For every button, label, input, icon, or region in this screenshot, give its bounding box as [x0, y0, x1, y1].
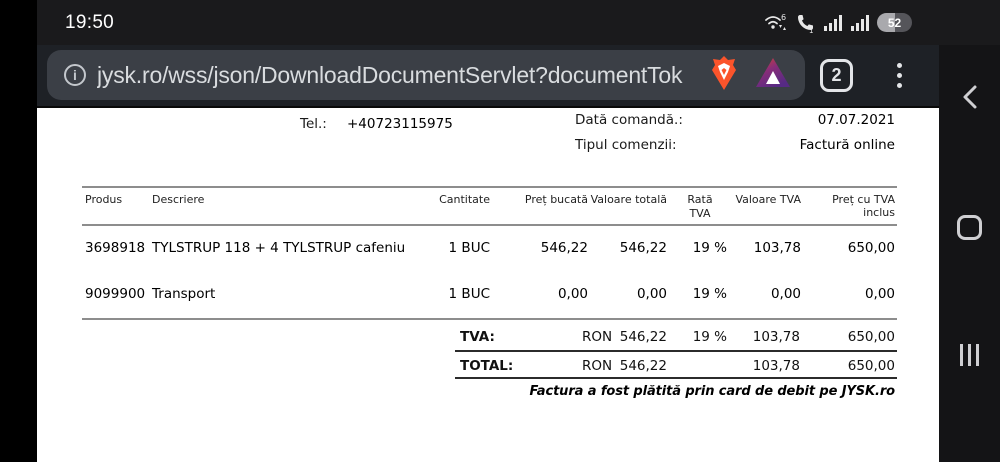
col-header: Valoare totală: [590, 193, 667, 206]
tva-rate: 19 %: [692, 329, 727, 345]
table-row: [82, 225, 897, 270]
cell-valoare: 0,00: [636, 286, 667, 302]
col-header: Valoare TVA: [735, 193, 801, 206]
col-header: Preț bucată: [524, 193, 588, 206]
status-icons: [763, 0, 912, 45]
cell-cantitate: 1 BUC: [448, 240, 490, 256]
cell-rata-tva: 19 %: [692, 240, 727, 256]
android-nav-bar: [939, 45, 1000, 462]
order-type-label: Tipul comenzii:: [575, 137, 677, 153]
cell-pret: 546,22: [540, 240, 588, 256]
page-info-icon[interactable]: i: [64, 64, 86, 86]
tva-amount: 103,78: [752, 329, 800, 345]
table-header-row: [82, 187, 897, 225]
cell-descriere: Transport: [152, 286, 216, 302]
signal-sim1-icon: [823, 14, 843, 32]
camera-notch-strip: [0, 0, 37, 462]
phone-value: +40723115975: [347, 116, 453, 132]
total-row: [455, 352, 897, 379]
tva-base: 546,22: [619, 329, 667, 345]
col-header: Preț cu TVA inclus: [832, 193, 895, 219]
tva-row: [455, 317, 897, 352]
url-bar[interactable]: [47, 50, 805, 100]
cell-valoare-tva: 0,00: [770, 286, 801, 302]
brave-shield-icon[interactable]: [707, 54, 741, 97]
battery-indicator: 52: [877, 13, 912, 32]
col-header: Rată TVA: [687, 193, 713, 220]
cell-produs: 9099900: [85, 286, 146, 302]
total-amount: 650,00: [847, 358, 895, 374]
invoice-summary: [455, 317, 897, 379]
cell-rata-tva: 19 %: [692, 286, 727, 302]
pdf-invoice-page[interactable]: [37, 106, 939, 462]
total-base: 546,22: [619, 358, 667, 374]
col-header: Produs: [85, 193, 123, 206]
order-date-label: Dată comandă.:: [575, 112, 683, 128]
browser-toolbar: [37, 45, 939, 106]
cell-cantitate: 1 BUC: [448, 286, 490, 302]
total-tva: 103,78: [752, 358, 800, 374]
back-icon[interactable]: [939, 72, 1000, 122]
cell-produs: 3698918: [85, 240, 146, 256]
order-type-value: Factură online: [799, 137, 895, 153]
svg-text:1: 1: [809, 26, 814, 33]
kebab-menu-icon[interactable]: [884, 55, 914, 95]
wifi-calling-icon: [796, 13, 816, 33]
cell-valoare-tva: 103,78: [753, 240, 801, 256]
svg-text:6: 6: [781, 12, 787, 22]
tva-label: TVA:: [460, 329, 495, 345]
bat-triangle-icon[interactable]: [753, 55, 793, 96]
clock: 19:50: [65, 11, 115, 33]
total-currency: RON: [582, 358, 613, 374]
invoice-items-table: [82, 186, 897, 320]
table-row: [82, 270, 897, 319]
cell-pret-tva: 0,00: [864, 286, 895, 302]
wifi6-icon: [763, 12, 789, 34]
tab-counter-button[interactable]: 2: [820, 59, 853, 92]
order-date-value: 07.07.2021: [817, 112, 895, 128]
recents-icon[interactable]: [939, 330, 1000, 380]
col-header: Descriere: [152, 193, 205, 206]
col-header: Cantitate: [439, 193, 490, 206]
cell-pret-tva: 650,00: [847, 240, 895, 256]
tva-total: 650,00: [847, 329, 895, 345]
status-bar: [37, 0, 1000, 45]
phone-label: Tel.:: [300, 116, 327, 132]
tva-currency: RON: [582, 329, 613, 345]
cell-valoare: 546,22: [619, 240, 667, 256]
total-label: TOTAL:: [460, 358, 514, 374]
cell-descriere: TYLSTRUP 118 + 4 TYLSTRUP cafeniu: [152, 240, 406, 256]
cell-pret: 0,00: [557, 286, 588, 302]
url-text[interactable]: jysk.ro/wss/json/DownloadDocumentServlet?documentTok: [97, 61, 683, 88]
signal-sim2-icon: [850, 14, 870, 32]
payment-note: Factura a fost plătită prin card de debit pe JYSK.ro: [529, 384, 895, 399]
home-icon[interactable]: [939, 202, 1000, 252]
